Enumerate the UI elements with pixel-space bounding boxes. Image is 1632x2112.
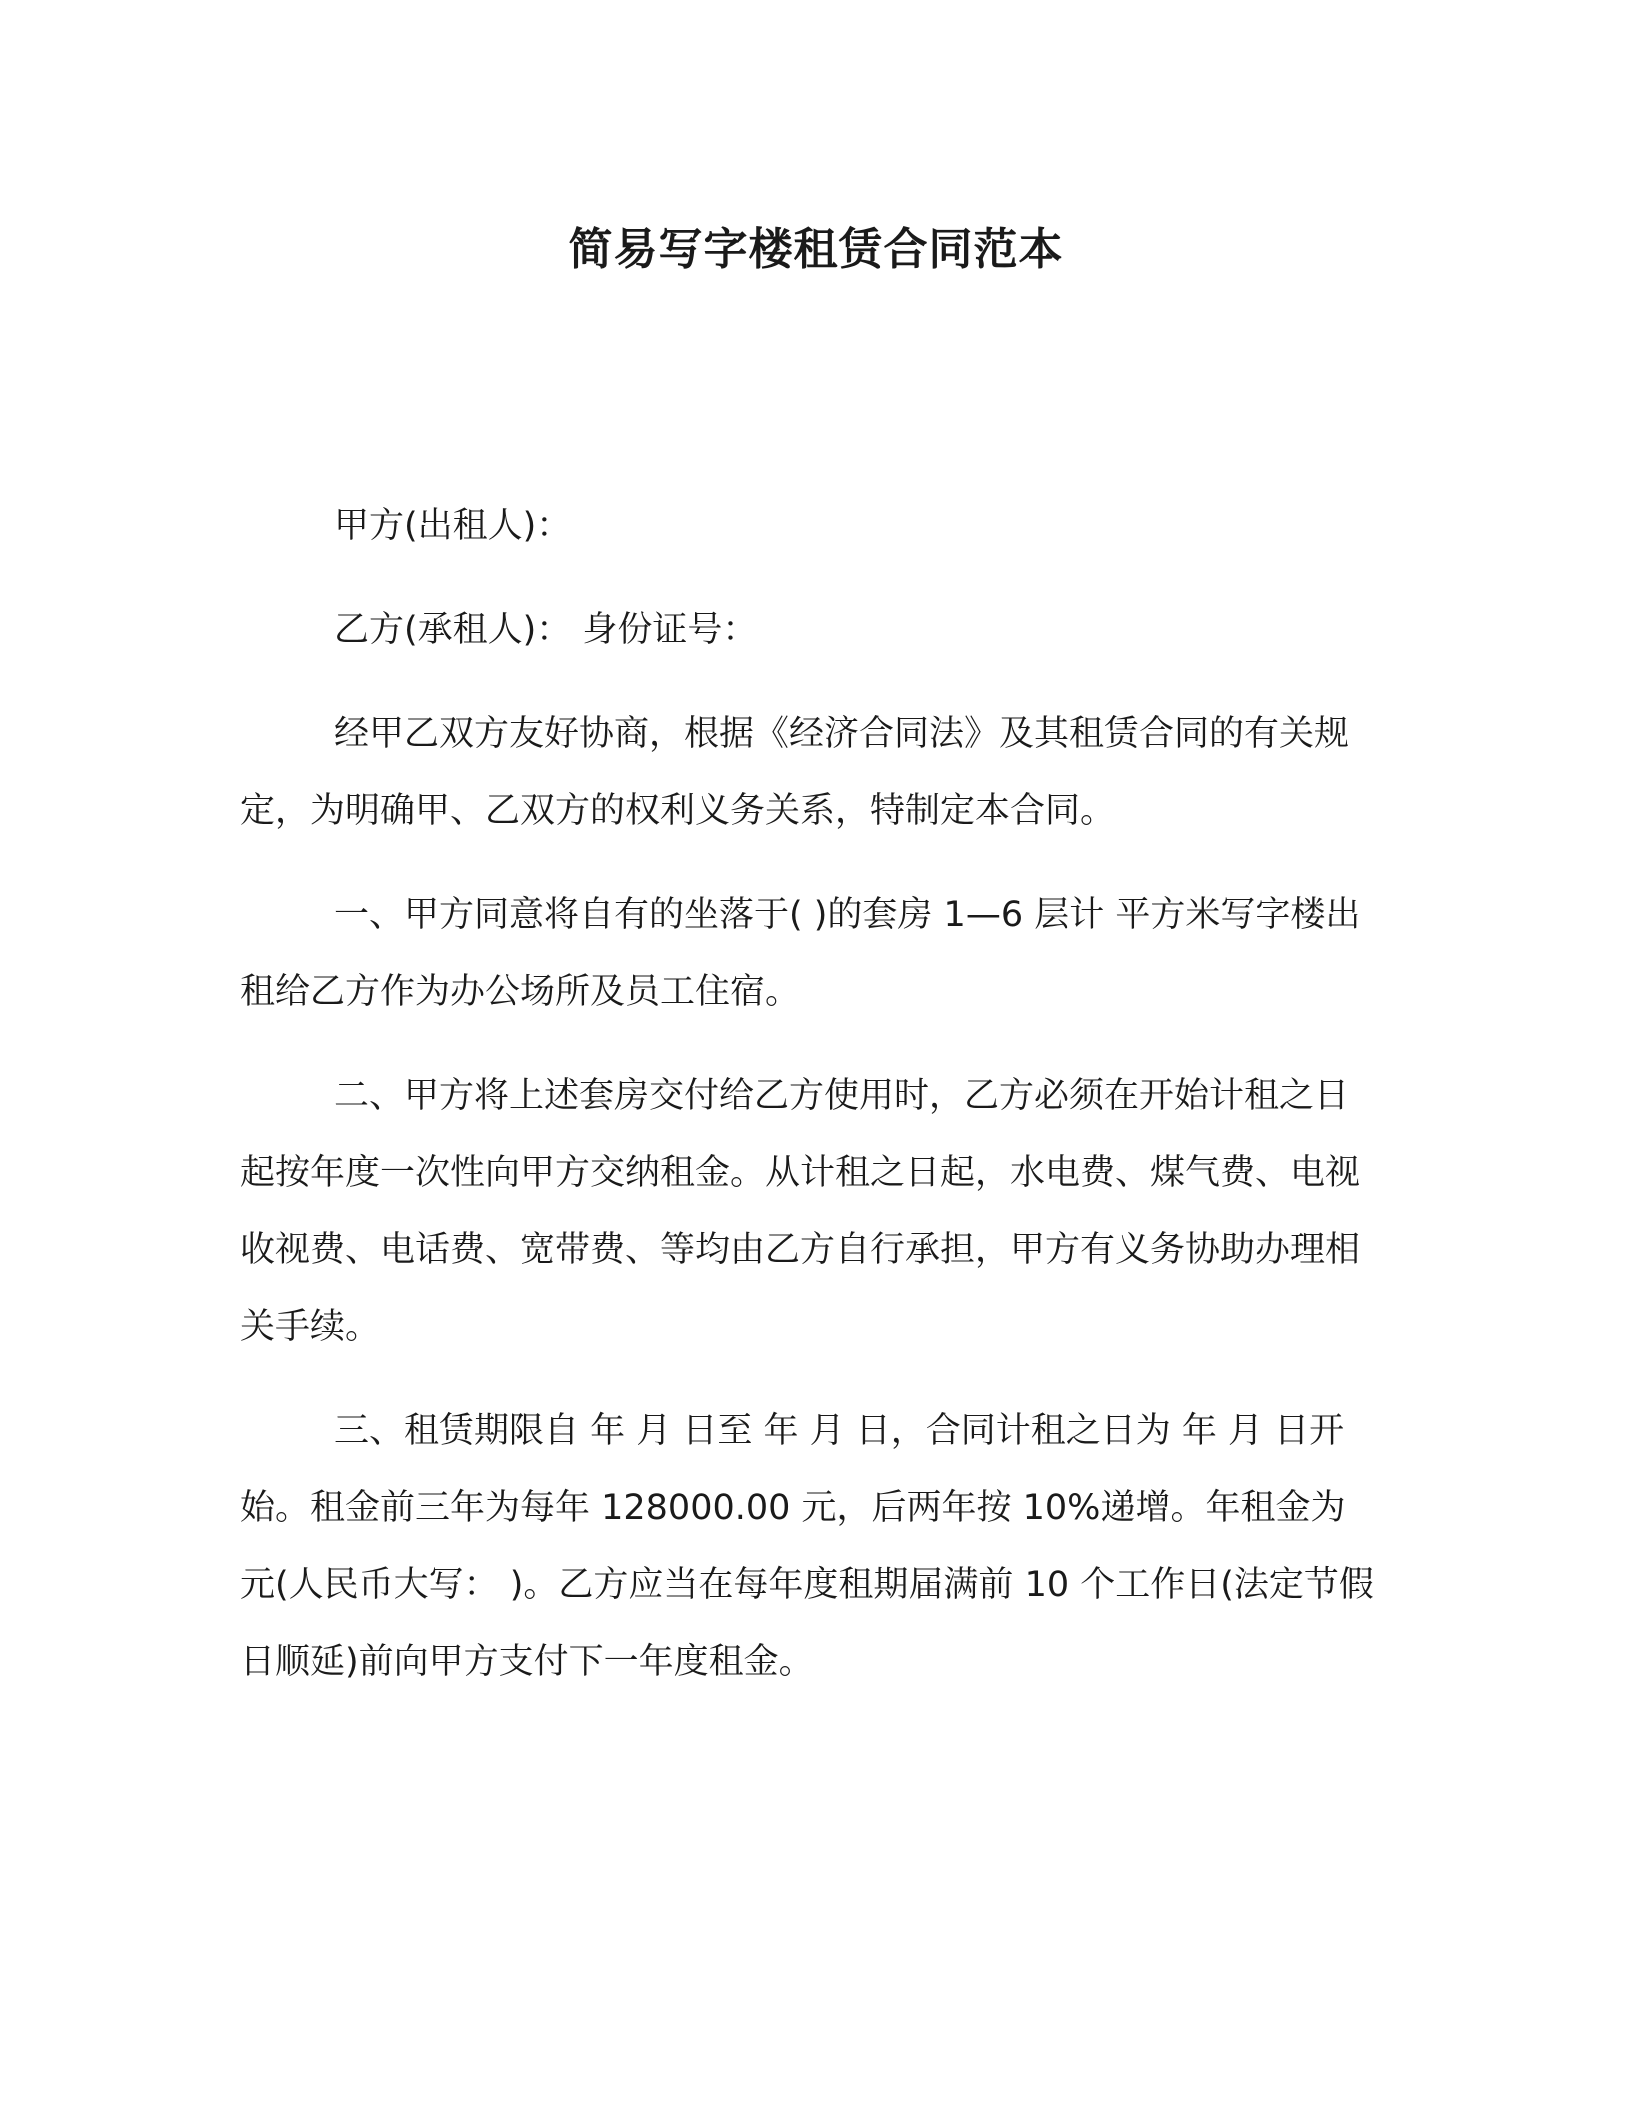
party-a-line: 甲方(出租人)：	[334, 506, 572, 546]
preamble-paragraph: 经甲乙双方友好协商，根据《经济合同法》及其租赁合同的有关规定，为明确甲、乙双方的权利义务关系，特制定本合同。	[240, 714, 1350, 831]
clause-three-paragraph: 三、租赁期限自 年 月 日至 年 月 日，合同计租之日为 年 月 日开始。租金前三年为每年 128000.00 元，后两年按 10%递增。年租金为 元(人民币大写： )。乙方应当在每年度租期届满前 10 个工作日(法定节假日顺延)前向甲方支付下一年度租金。	[240, 1411, 1374, 1682]
clause-two-paragraph: 二、甲方将上述套房交付给乙方使用时，乙方必须在开始计租之日起按年度一次性向甲方交纳租金。从计租之日起，水电费、煤气费、电视收视费、电话费、宽带费、等均由乙方自行承担，甲方有义务协助办理相关手续。	[240, 1076, 1361, 1347]
document-body	[240, 488, 1380, 1701]
party-b-line: 乙方(承租人)： 身份证号：	[334, 610, 758, 650]
document-title: 简易写字楼租赁合同范本	[568, 224, 1064, 275]
clause-one-paragraph: 一、甲方同意将自有的坐落于( )的套房 1—6 层计 平方米写字楼出租给乙方作为办公场所及员工住宿。	[240, 895, 1361, 1012]
